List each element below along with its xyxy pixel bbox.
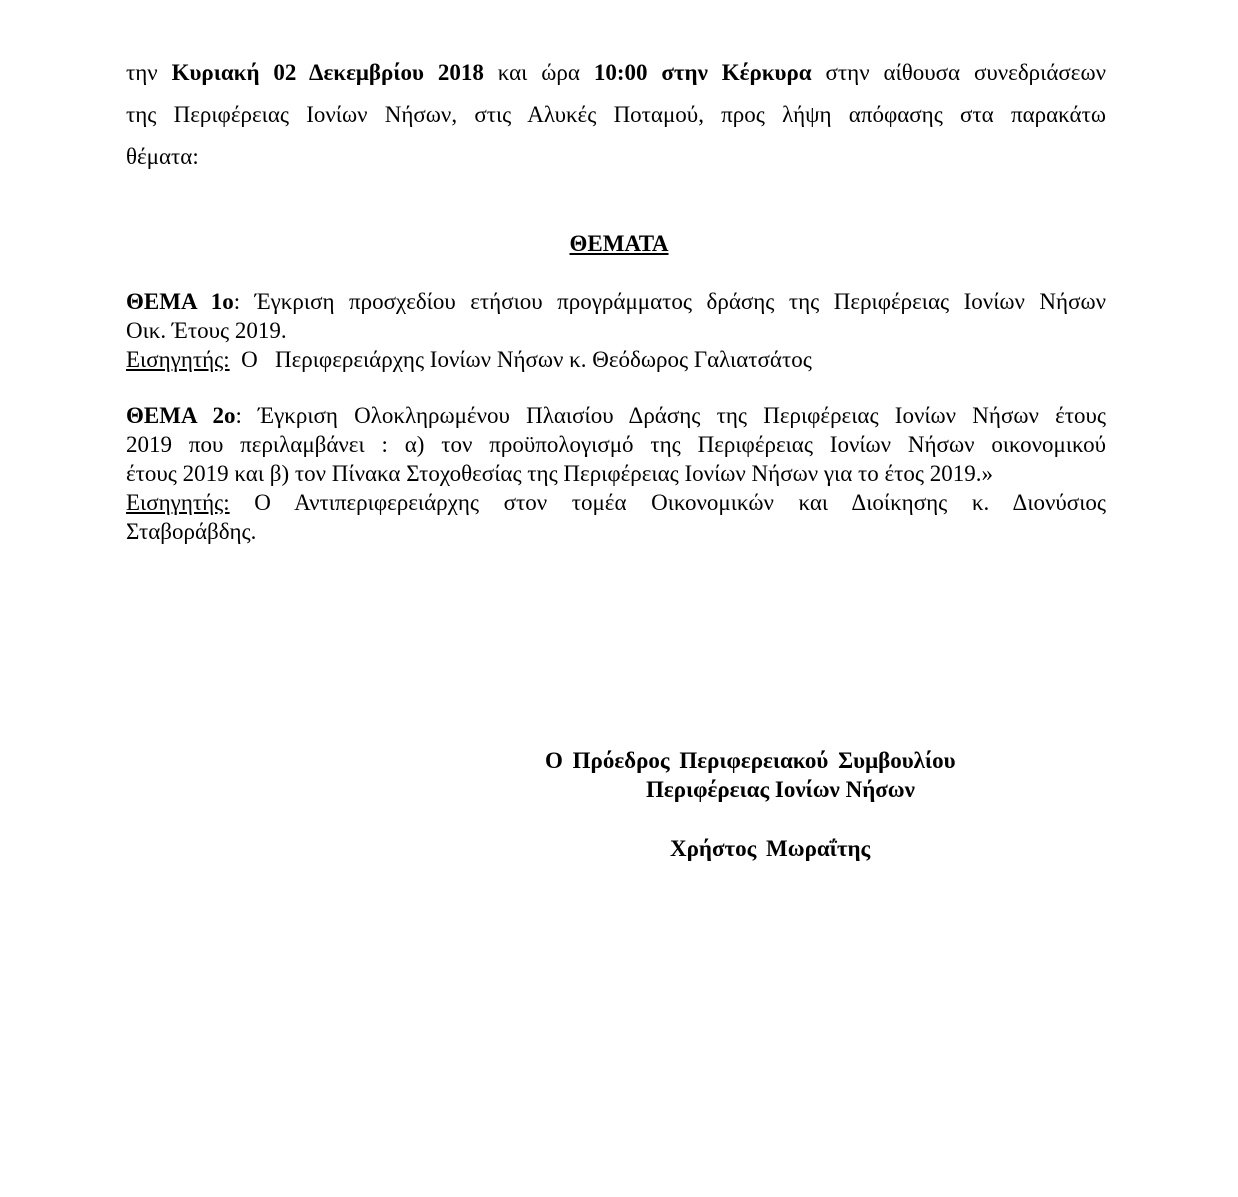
intro-line-3: θέματα: (126, 144, 199, 169)
topic-2-line-1: ΘΕΜΑ 2ο: Έγκριση Ολοκληρωμένου Πλαισίου Δράσης της Περιφέρειας Ιονίων Νήσων έτους (126, 403, 1106, 428)
signature-name: Χρήστος Μωραΐτης (670, 836, 871, 861)
topic-2-line-2: 2019 που περιλαμβάνει : α) τον προϋπολογισμό της Περιφέρειας Ιονίων Νήσων οικονομικού (126, 432, 1106, 457)
rapporteur-label: Εισηγητής: (126, 347, 230, 372)
intro-line-1: την Κυριακή 02 Δεκεμβρίου 2018 και ώρα 10:00 στην Κέρκυρα στην αίθουσα συνεδριάσεων (126, 60, 1106, 85)
topic-1 (126, 287, 1106, 374)
intro-paragraph (126, 52, 1106, 178)
topic-1-line-1: ΘΕΜΑ 1ο: Έγκριση προσχεδίου ετήσιου προγράμματος δράσης της Περιφέρειας Ιονίων Νήσων (126, 289, 1107, 314)
rapporteur-label: Εισηγητής: (126, 490, 230, 515)
intro-line-2: της Περιφέρειας Ιονίων Νήσων, στις Αλυκές Ποταμού, προς λήψη απόφασης στα παρακάτω (126, 102, 1106, 127)
topic-1-label: ΘΕΜΑ 1ο (126, 289, 234, 314)
topic-2-label: ΘΕΜΑ 2ο (126, 403, 236, 428)
meeting-date: Κυριακή 02 Δεκεμβρίου 2018 (171, 60, 484, 85)
topic-1-rapporteur: Εισηγητής: Ο Περιφερειάρχης Ιονίων Νήσων κ. Θεόδωρος Γαλιατσάτος (126, 347, 812, 372)
topic-2-rapporteur-line-2: Σταβοράβδης. (126, 519, 257, 544)
topic-2 (126, 401, 1106, 546)
topic-2-line-3: έτους 2019 και β) τον Πίνακα Στοχοθεσίας της Περιφέρειας Ιονίων Νήσων για το έτος 2019.» (126, 461, 994, 486)
signature-title-line-2: Περιφέρειας Ιονίων Νήσων (646, 777, 915, 802)
meeting-time-place: 10:00 στην Κέρκυρα (593, 60, 812, 85)
topic-1-line-2: Οικ. Έτους 2019. (126, 318, 287, 343)
topic-2-rapporteur: Εισηγητής: Ο Αντιπεριφερειάρχης στον τομέα Οικονομικών και Διοίκησης κ. Διονύσιος (126, 490, 1106, 515)
topics-heading: ΘΕΜΑΤΑ (569, 231, 669, 256)
signature-title-line-1: Ο Πρόεδρος Περιφερειακού Συμβουλίου (545, 748, 956, 773)
